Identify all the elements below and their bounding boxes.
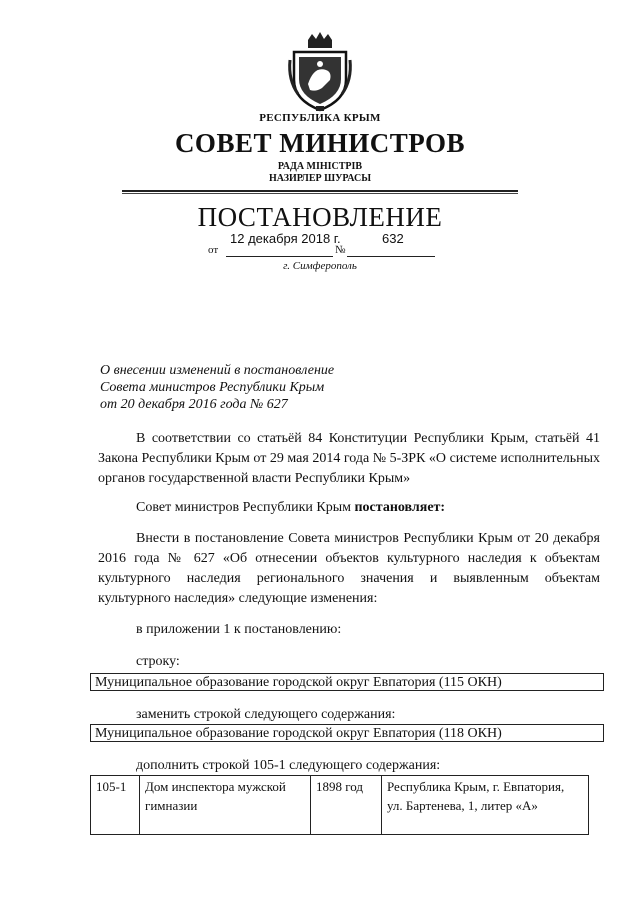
header-divider [122,190,518,192]
republic-title: РЕСПУБЛИКА КРЫМ [259,112,381,124]
old-table-row: Муниципальное образование городской округ Евпатория (115 ОКН) [90,673,604,691]
city: г. Симферополь [283,260,357,272]
date-label: от [208,244,219,256]
council-title-ukrainian: РАДА МІНІСТРІВ [277,161,363,172]
resolution-paragraph [136,500,445,516]
replace-label: заменить строкой следующего содержания: [136,707,396,722]
object-name-cell: Дом инспектора мужской гимназии [140,776,311,835]
table-row [91,776,589,835]
document-subject [100,362,334,413]
council-title-crimean-tatar: НАЗИРЛЕР ШУРАСЫ [268,173,372,184]
appendix-paragraph: в приложении 1 к постановлению: [136,622,342,637]
old-row-label: строку: [136,654,180,669]
object-year-cell: 1898 год [311,776,382,835]
add-row-label: дополнить строкой 105-1 следующего содержания: [136,758,441,773]
crimea-coat-of-arms-icon [286,30,354,112]
document-number: 632 [382,231,404,246]
council-title: СОВЕТ МИНИСТРОВ [174,128,466,158]
new-table-row: Муниципальное образование городской округ Евпатория (118 ОКН) [90,724,604,742]
header-divider-thin [122,193,518,194]
resolution-verb: постановляет: [354,500,446,515]
number-underline [347,256,435,257]
amendment-paragraph: Внести в постановление Совета министров Республики Крым от 20 декабря 2016 года № 627 «Об отнесении объектов культурного наследия к объектам культурного наследия регионального значения и выявленным объектам культурного наследия» следующие изменения: [98,531,600,606]
preamble-paragraph: В соответствии со статьёй 84 Конституции Республики Крым, статьёй 41 Закона Республики Крым от 29 мая 2014 года № 5-ЗРК «О системе исполнительных органов государственной власти Республики Крым» [98,431,600,486]
added-object-table [90,775,589,835]
document-type: ПОСТАНОВЛЕНИЕ [197,202,443,232]
subject-line: О внесении изменений в постановление [100,363,335,378]
document-date: 12 декабря 2018 г. [230,231,341,246]
number-label: № [335,244,346,256]
object-address-cell: Республика Крым, г. Евпатория, ул. Бартенева, 1, литер «А» [382,776,589,835]
resolution-text: Совет министров Республики Крым [136,500,355,515]
subject-line: от 20 декабря 2016 года № 627 [100,397,288,412]
date-underline [226,256,333,257]
subject-line: Совета министров Республики Крым [100,380,325,395]
object-number-cell: 105-1 [91,776,140,835]
